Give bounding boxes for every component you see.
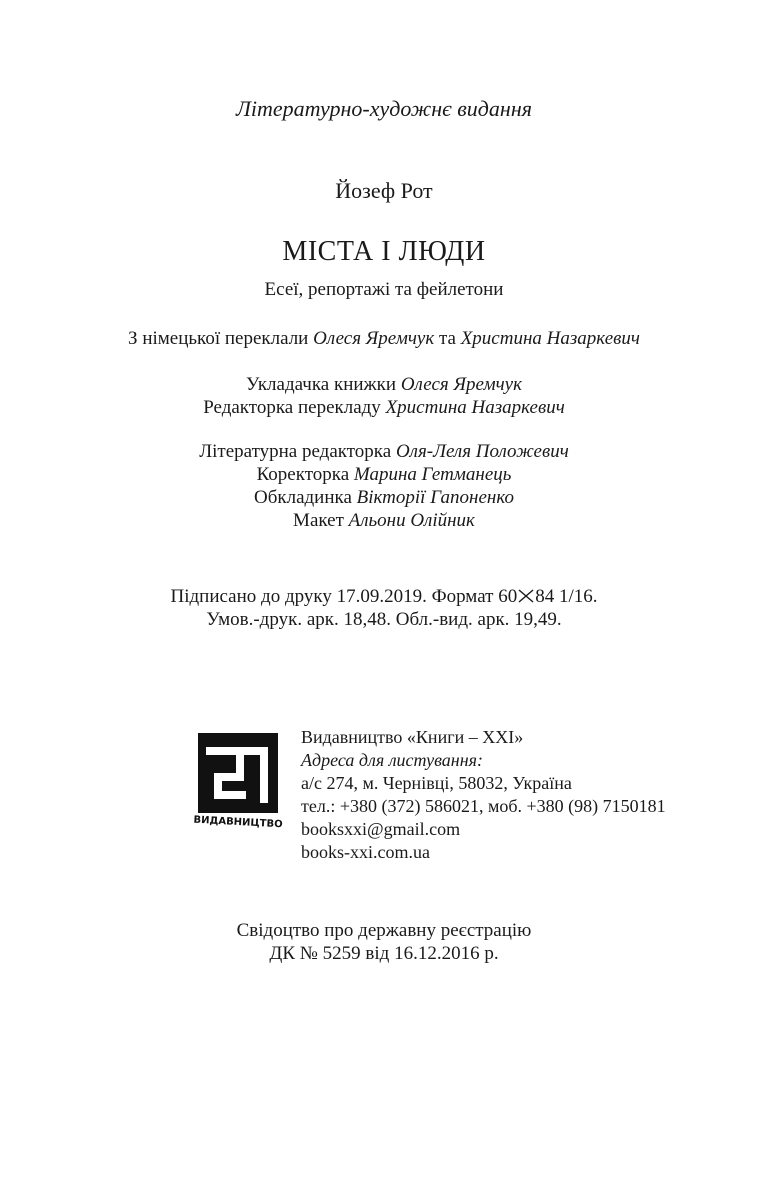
translators-conj: та xyxy=(434,328,461,349)
translation-editor-name: Христина Назаркевич xyxy=(385,397,565,418)
print-info-line-1a: Підписано до друку 17.09.2019. Формат 60 xyxy=(170,586,518,607)
publisher-logo-icon xyxy=(193,733,283,831)
layout-name: Альони Олійник xyxy=(348,510,475,531)
edition-type: Літературно-художнє видання xyxy=(236,96,532,121)
publisher-phones: тел.: +380 (372) 586021, моб. +380 (98) 7150181 xyxy=(301,796,666,816)
print-info-line-1 xyxy=(0,586,768,608)
translators-line xyxy=(0,328,768,350)
author-name: Йозеф Рот xyxy=(335,178,433,203)
literary-editor-line xyxy=(0,441,768,463)
book-title: МІСТА І ЛЮДИ xyxy=(282,236,486,267)
publisher-website: books-xxi.com.ua xyxy=(301,842,430,862)
times-sign-icon xyxy=(518,589,534,603)
print-info-line-2: Умов.-друк. арк. 18,48. Обл.-вид. арк. 19,49. xyxy=(206,609,562,630)
proofreader-line xyxy=(0,464,768,486)
proofreader-label: Коректорка xyxy=(256,464,354,485)
translator-2: Христина Назаркевич xyxy=(460,328,640,349)
registration-line-1: Свідоцтво про державну реєстрацію xyxy=(236,920,532,941)
compiler-line xyxy=(0,374,768,396)
literary-editor-name: Оля-Леля Положевич xyxy=(395,441,569,462)
translation-editor-label: Редакторка перекладу xyxy=(203,397,386,418)
proofreader-name: Марина Гетманець xyxy=(353,464,512,485)
publisher-email: booksxxi@gmail.com xyxy=(301,819,461,839)
publisher-address: а/с 274, м. Чернівці, 58032, Україна xyxy=(301,773,572,793)
print-info-line-1b: 84 1/16. xyxy=(535,586,598,607)
book-subtitle: Есеї, репортажі та фейлетони xyxy=(264,279,504,300)
publisher-logo-text: ВИДАВНИЦТВО xyxy=(193,814,283,831)
translator-1: Олеся Яремчук xyxy=(313,328,435,349)
registration-line-2: ДК № 5259 від 16.12.2016 р. xyxy=(269,943,499,964)
publisher-name: Видавництво «Книги – XXI» xyxy=(301,727,524,747)
translators-prefix: З німецької переклали xyxy=(128,328,314,349)
publisher-address-label: Адреса для листування: xyxy=(301,750,483,770)
cover-name: Вікторії Гапоненко xyxy=(356,487,514,508)
publisher-info xyxy=(301,726,721,864)
literary-editor-label: Літературна редакторка xyxy=(199,441,396,462)
cover-label: Обкладинка xyxy=(253,487,357,508)
layout-line xyxy=(0,510,768,532)
cover-line xyxy=(0,487,768,509)
compiler-name: Олеся Яремчук xyxy=(400,374,522,395)
compiler-label: Укладачка книжки xyxy=(246,374,401,395)
layout-label: Макет xyxy=(293,510,349,531)
translation-editor-line xyxy=(0,397,768,419)
